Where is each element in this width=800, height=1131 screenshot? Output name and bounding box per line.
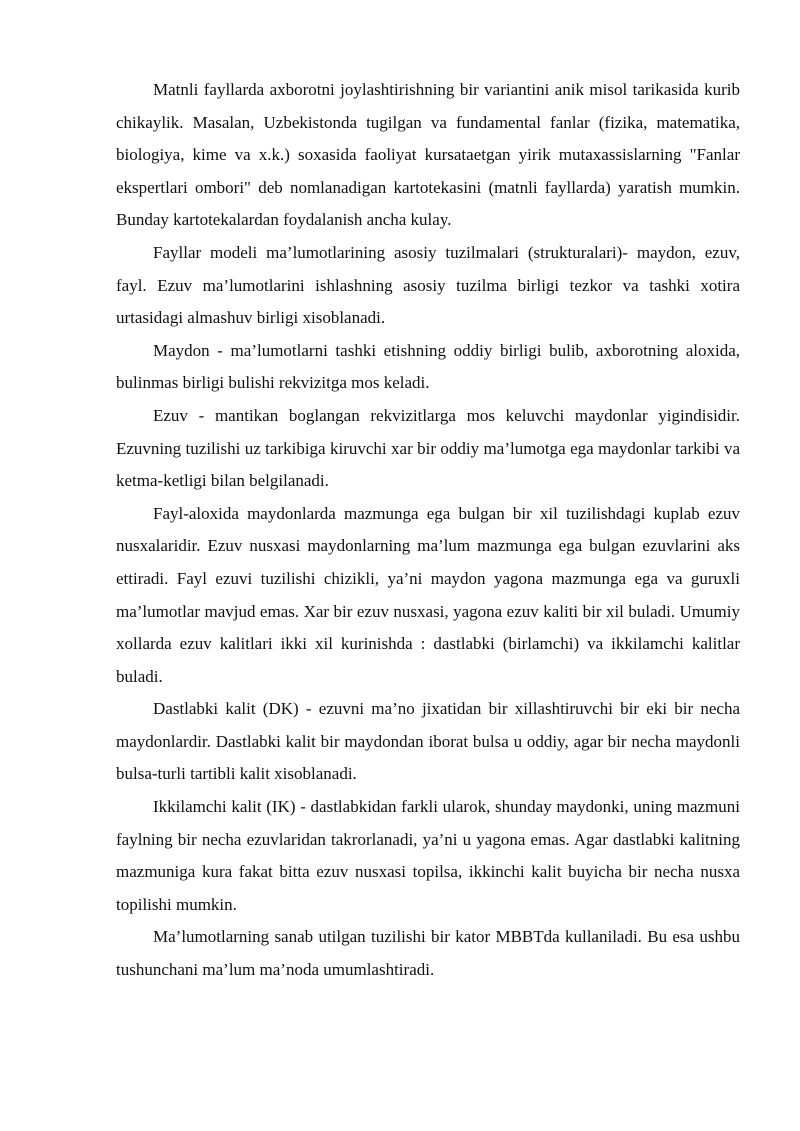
paragraph-primary-key: Dastlabki kalit (DK) - ezuvni ma’no jixatidan bir xillashtiruvchi bir eki bir necha maydonlardir. Dastlabki kalit bir maydondan iborat bulsa u oddiy, agar bir necha maydonli bulsa-turli tartibli kalit xisoblanadi. — [116, 699, 740, 784]
document-page — [116, 74, 740, 987]
paragraph-file-model-structures: Fayllar modeli ma’lumotlarining asosiy tuzilmalari (strukturalari)- maydon, ezuv, fayl. Ezuv ma’lumotlarini ishlashning asosiy tuzilma birligi tezkor va tashki xotira urtasidagi almashuv birligi xisoblanadi. — [116, 242, 740, 328]
paragraph-file-definition: Fayl-aloxida maydonlarda mazmunga ega bulgan bir xil tuzilishdagi kuplab ezuv nusxalaridir. Ezuv nusxasi maydonlarning ma’lum mazmunga ega bulgan ezuvlarini aks ettiradi. Fayl ezuvi tuzilishi chizikli, ya’ni maydon yagona mazmunga ega va guruxli ma’lumotlar mavjud emas. Xar bir ezuv nusxasi, yagona ezuv kaliti bir xil buladi. Umumiy xollarda ezuv kalitlari ikki xil kurinishda : dastlabki (birlamchi) va ikkilamchi kalitlar buladi. — [116, 503, 740, 686]
paragraph-text-placement-example: Matnli fayllarda axborotni joylashtirishning bir variantini anik misol tarikasida kurib chikaylik. Masalan, Uzbekistonda tugilgan va fundamental fanlar (fizika, matematika, biologiya, kime va x.k.) soxasida faoliyat kursataetgan yirik mutaxassislarning "Fanlar ekspertlari ombori" deb nomlanadigan kartotekasini (matnli fayllarda) yaratish mumkin. Bunday kartotekalardan foydalanish ancha kulay. — [116, 80, 740, 230]
paragraph-field-definition: Maydon - ma’lumotlarni tashki etishning oddiy birligi bulib, axborotning aloxida, bulinmas birligi bulishi rekvizitga mos keladi. — [116, 340, 740, 393]
paragraph-summary: Ma’lumotlarning sanab utilgan tuzilishi bir kator MBBTda kullaniladi. Bu esa ushbu tushunchani ma’lum ma’noda umumlashtiradi. — [116, 927, 740, 980]
paragraph-record-definition: Ezuv - mantikan boglangan rekvizitlarga mos keluvchi maydonlar yigindisidir. Ezuvning tuzilishi uz tarkibiga kiruvchi xar bir oddiy ma’lumotga ega maydonlar tarkibi va ketma-ketligi bilan belgilanadi. — [116, 405, 740, 491]
paragraph-secondary-key: Ikkilamchi kalit (IK) - dastlabkidan farkli ularok, shunday maydonki, uning mazmuni faylning bir necha ezuvlaridan takrorlanadi, ya’ni u yagona emas. Agar dastlabki kalitning mazmuniga kura fakat bitta ezuv nusxasi topilsa, ikkinchi kalit buyicha bir necha nusxa topilishi mumkin. — [116, 797, 740, 914]
